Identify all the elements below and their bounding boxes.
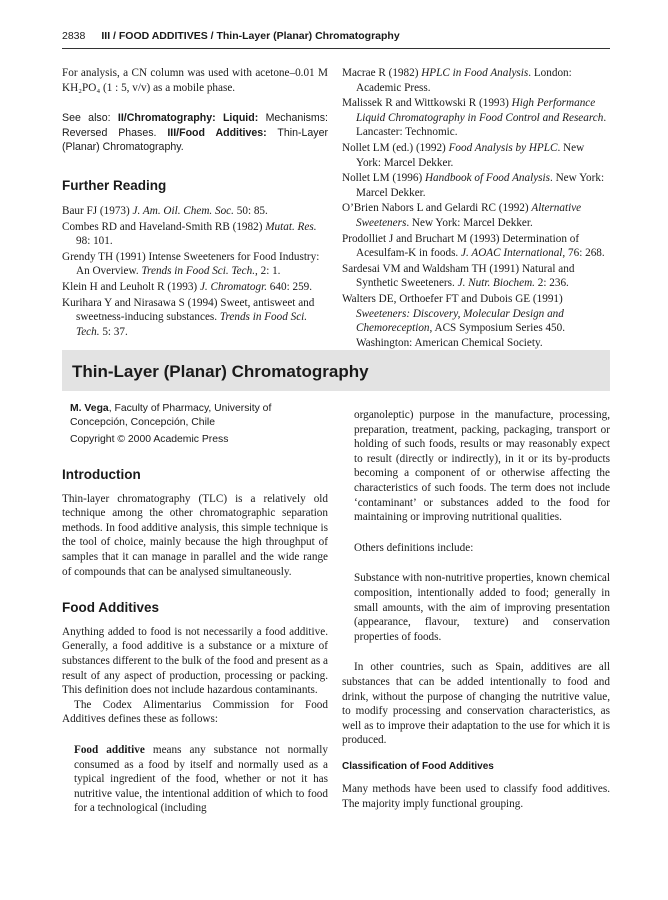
reference-authors: Klein H and Leuholt R (1993) [62,280,200,293]
reference-authors: Baur FJ (1973) [62,205,133,217]
spain-paragraph: In other countries, such as Spain, additives are all substances that can be added intentionally to food and drink, without the purpose of changing the nutritive value, to modify processing and conservation characteristics, as well as to improve their adaptation to the use for which it is produced. [342,661,610,747]
reference-entry [342,262,610,291]
references-left [62,204,328,339]
reference-entry [62,250,328,279]
classification-heading: Classification of Food Additives [342,760,494,772]
further-reading-heading: Further Reading [62,178,167,194]
reference-details: , 76: 268. [562,247,605,260]
reference-entry [62,220,328,249]
reference-entry [62,280,328,295]
author-block [70,402,320,430]
reference-details: 2: 236. [534,277,569,290]
reference-authors: Grendy TH (1991) Intense Sweeteners for Food Industry: An Overview. [62,250,320,278]
reference-source: J. AOAC International [461,247,563,260]
lower-right-column [342,408,610,812]
reference-entry [342,66,610,95]
reference-source: HPLC in Food Analysis [421,67,529,79]
reference-source: J. Chromatogr. [199,280,267,293]
header-rule [62,48,610,49]
author-name: M. Vega [70,403,109,414]
see-also-link-2-rest: Thin-Layer (Planar) Chromatography. [62,126,328,153]
reference-source: Trends in Food Sci. Tech. [76,311,308,338]
copyright-line: Copyright © 2000 Academic Press [70,434,229,445]
reference-entry [342,171,610,200]
author-affiliation: , Faculty of Pharmacy, University of Concepción, Concepción, Chile [70,403,272,428]
reference-entry [342,141,610,170]
reference-authors: Combes RD and Haveland-Smith RB (1982) [62,220,266,233]
reference-authors: Kurihara Y and Nirasawa S (1994) Sweet, antisweet and sweetness-inducing substances. [62,296,315,324]
others-definitions: Others definitions include: [354,541,474,554]
reference-source: Sweeteners: Discovery, Molecular Design and Chemoreception [356,307,564,335]
reference-source: Alternative Sweeteners [356,202,582,229]
reference-source: High Performance Liquid Chromatography in Food Control and Research [356,97,604,124]
upper-left-column [62,66,328,340]
reference-entry [342,96,610,140]
see-also-label: See also: [62,112,111,125]
reference-details: 98: 101. [76,235,113,248]
introduction-heading: Introduction [62,467,141,482]
reference-details: , 2: 1. [255,265,281,278]
see-also-link-2[interactable]: III/Food Additives: [167,126,267,139]
reference-authors: Nollet LM (1996) [342,172,425,185]
reference-details: 5: 37. [99,325,128,338]
article-title: Thin-Layer (Planar) Chromatography [72,362,369,381]
reference-authors: Walters DE, Orthoefer FT and Dubois GE (1991) [342,292,563,305]
definition-text: means any substance not normally consumed as a food by itself and normally used as a typical ingredient of the food, whether or not it has nutritive value, the intentional addition of which to food for a technological (including [74,743,328,815]
reference-details: 50: 85. [233,205,268,217]
reference-source: J. Am. Oil. Chem. Soc. [132,205,234,217]
reference-source: Mutat. Res. [265,220,317,233]
reference-source: Handbook of Food Analysis [424,172,550,185]
reference-entry [62,296,328,340]
reference-authors: Macrae R (1982) [342,67,422,79]
see-also-link-1[interactable]: II/Chromatography: Liquid: [117,112,259,125]
reference-details: . New York: Marcel Dekker. [406,216,533,229]
reference-authors: Prodolliet J and Bruchart M (1993) Determination of Acesulfam-K in foods. [342,232,580,260]
definition-quote-2: Substance with non-nutritive properties, known chemical composition, intentionally added to food; generally in small amounts, with the aim of improving presentation (appearance, flavour, texture) and conservation properties of foods. [354,572,611,643]
reference-details: . London: Academic Press. [356,67,572,94]
reference-details: . New York: Marcel Dekker. [356,172,605,199]
reference-entry [342,201,610,230]
reference-authors: O’Brien Nabors L and Gelardi RC (1992) [342,202,532,215]
reference-entry [342,292,610,350]
food-additives-paragraph-1: Anything added to food is not necessarily a food additive. Generally, a food additive is a substance or a mixture of substances different to the bulk of the food and present as a result of any aspect of production, processing or packing. This definition does not include hazardous contaminants. [62,625,328,697]
running-header [62,30,610,42]
food-additives-heading: Food Additives [62,600,159,616]
reference-source: Trends in Food Sci. Tech. [141,265,255,278]
running-title: III / FOOD ADDITIVES / Thin-Layer (Planar) Chromatography [101,30,400,42]
lower-left-column [62,468,328,816]
reference-authors: Malissek R and Wittkowski R (1993) [342,97,512,110]
reference-entry [342,232,610,261]
references-right [342,66,610,351]
reference-authors: Sardesai VM and Waldsham TH (1991) Natural and Synthetic Sweeteners. [342,262,575,290]
classification-paragraph: Many methods have been used to classify food additives. The majority imply functional grouping. [342,783,610,811]
definition-continued: organoleptic) purpose in the manufacture, processing, preparation, treatment, packing, packaging, transport or holding of such foods, results or may reasonably expect to result (directly or indirectly), in it or its by-products becoming a component of or otherwise affecting the characteristics of such foods. The term does not include ‘contaminant’ or substances added to the food for maintaining or improving nutritional qualities. [354,409,610,524]
reference-entry [62,204,328,219]
see-also [62,111,328,154]
introduction-paragraph: Thin-layer chromatography (TLC) is a relatively old technique among the other chromatographic separation methods. In food additive analysis, this simple technique is the tool of choice, mainly because the high throughput of samples that it can manage in parallel and the wide range of compounds that can be analysed simultaneously. [62,492,328,578]
reference-source: Food Analysis by HPLC [448,141,558,154]
see-also-link-1-rest: Mechanisms: Reversed Phases. [62,112,328,139]
reference-source: J. Nutr. Biochem. [457,277,535,290]
definition-quote [62,743,328,816]
continued-paragraph: For analysis, a CN column was used with acetone–0.01 M KH₂PO₄ (1 : 5, v/v) as a mobile phase. [62,67,328,94]
reference-details: , ACS Symposium Series 450. Washington: American Chemical Society. [356,322,566,349]
food-additives-paragraph-2: The Codex Alimentarius Commission for Food Additives defines these as follows: [62,698,328,726]
reference-details: 640: 259. [267,280,313,293]
reference-details: . New York: Marcel Dekker. [356,141,585,169]
reference-details: . Lancaster: Technomic. [356,111,607,139]
page-number: 2838 [62,30,86,42]
definition-term: Food additive [74,743,145,756]
reference-authors: Nollet LM (ed.) (1992) [342,141,449,154]
